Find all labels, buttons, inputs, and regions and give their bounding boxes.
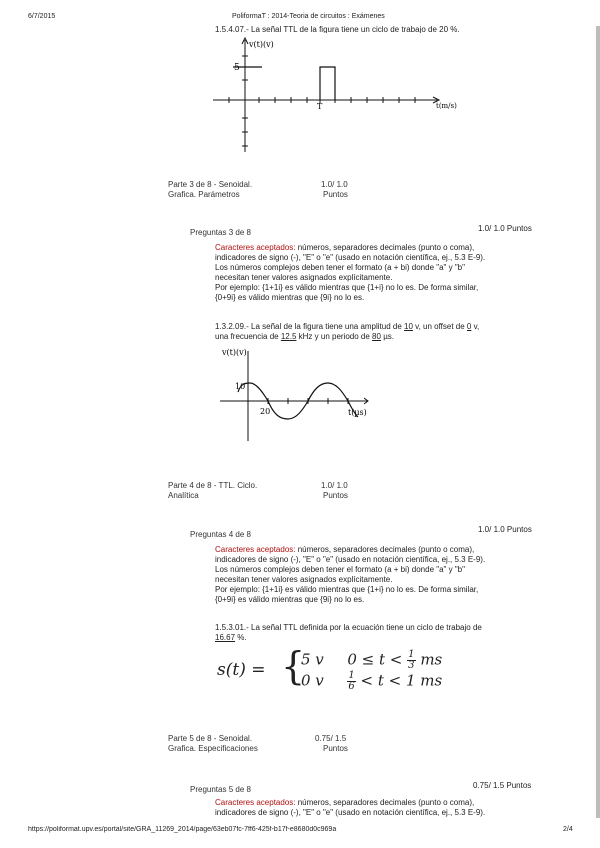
part-5-subtitle: Grafica. Especificaciones — [168, 744, 258, 753]
part-3-title: Parte 3 de 8 - Senoidal. — [168, 180, 253, 189]
ttl-equation: s(t) = { 5 v 0 ≤ t < $\frac{1}{3}$ ms 0 v $\frac{1}{6}$ < t < 1 ms — [217, 644, 443, 692]
part-3-subtitle: Grafica. Parámetros — [168, 190, 240, 199]
part-4-score-unit: Puntos — [323, 491, 348, 500]
question-4-label: Preguntas 4 de 8 — [190, 530, 251, 539]
x-axis-label: t(µs) — [348, 408, 367, 417]
frequency-answer[interactable]: 12.5 — [280, 332, 297, 341]
part-4-score: 1.0/ 1.0 — [321, 481, 348, 490]
question-4-score: 1.0/ 1.0 Puntos — [478, 525, 532, 534]
x-tick-label: 20 — [260, 407, 271, 416]
question-fragment: 1.5.4.07.- La señal TTL de la figura tiene un ciclo de trabajo de 20 %. — [215, 25, 460, 33]
question-3-score: 1.0/ 1.0 Puntos — [478, 224, 532, 233]
x-tick-label: T — [317, 102, 323, 111]
offset-answer[interactable]: 0 — [466, 322, 472, 331]
x-axis-label: t(m/s) — [436, 102, 457, 110]
brace: { — [281, 644, 306, 688]
part-3-score-unit: Puntos — [323, 190, 348, 199]
amplitude-answer[interactable]: 10 — [404, 322, 413, 331]
y-tick-label: 5 — [234, 63, 240, 73]
scrollbar[interactable] — [596, 26, 600, 818]
accepted-characters-block-2: Caracteres aceptados: números, separadores decimales (punto o coma), indicadores de signo (-), "E" o "e" (usado en notación científica, ej., 5.3 E-9). Los números complejos deben tener el formato (a + bi) donde "a" y "b" necesitan tener valores asignados explícitamente. Por ejemplo: {1+1i} es válido mientras que {1+i} no lo es. De forma similar, {0+9i} es válido mientras que {9i} no lo es. — [215, 545, 486, 604]
accepted-characters-block-3: Caracteres aceptados: números, separadores decimales (punto o coma), indicadores de signo (-), "E" o "e" (usado en notación científica, ej., 5.3 E-9). — [215, 798, 486, 817]
y-axis-label: v(t)(v) — [249, 40, 274, 49]
part-5-score: 0.75/ 1.5 — [315, 734, 347, 743]
y-tick-label: 10 — [235, 382, 246, 391]
question-5-label: Preguntas 5 de 8 — [190, 785, 251, 794]
accepted-characters-block-1: Caracteres aceptados: números, separadores decimales (punto o coma), indicadores de signo (-), "E" o "e" (usado en notación científica, ej., 5.3 E-9). Los números complejos deben tener el formato (a + bi) donde "a" y "b" necesitan tener valores asignados explícitamente. Por ejemplo: {1+1i} es válido mientras que {1+i} no lo es. De forma similar, {0+9i} es válido mientras que {9i} no lo es. — [215, 243, 486, 302]
equation-row-1: 5 v 0 ≤ t < $\frac{1}{3}$ ms — [301, 649, 443, 671]
pulse-2 — [320, 67, 335, 100]
ttl-pulse-graph — [205, 36, 465, 156]
question-3-text: 1.3.2.09.- La señal de la figura tiene una amplitud de 10 v, un offset de 0 v, una frecuencia de 12.5 kHz y un periodo de 80 µs. — [215, 322, 480, 341]
part-3-score: 1.0/ 1.0 — [321, 180, 348, 189]
page-title: PoliformaT : 2014-Teoria de circuitos : Exámenes — [232, 13, 385, 20]
sine-wave-graph — [210, 343, 370, 443]
footer-url[interactable]: https://poliformat.upv.es/portal/site/GRA_11269_2014/page/63eb07fc-7ff6-425f-b17f-e8680d0c969a — [28, 826, 337, 833]
question-4-text: 1.5.3.01.- La señal TTL definida por la ecuación tiene un ciclo de trabajo de 16.67 %. — [215, 623, 482, 642]
equation-row-2: 0 v $\frac{1}{6}$ < t < 1 ms — [301, 670, 443, 692]
part-5-score-unit: Puntos — [323, 744, 348, 753]
period-answer[interactable]: 80 — [372, 332, 381, 341]
duty-cycle-answer[interactable]: 16.67 — [215, 633, 236, 642]
question-5-score: 0.75/ 1.5 Puntos — [473, 781, 532, 790]
question-3-label: Preguntas 3 de 8 — [190, 228, 251, 237]
page-number: 2/4 — [563, 826, 573, 833]
part-4-subtitle: Analítica — [168, 491, 199, 500]
part-4-title: Parte 4 de 8 - TTL. Ciclo. — [168, 481, 258, 490]
y-axis-label: v(t)(v) — [222, 348, 247, 357]
print-date: 6/7/2015 — [28, 13, 56, 20]
part-5-title: Parte 5 de 8 - Senoidal. — [168, 734, 253, 743]
